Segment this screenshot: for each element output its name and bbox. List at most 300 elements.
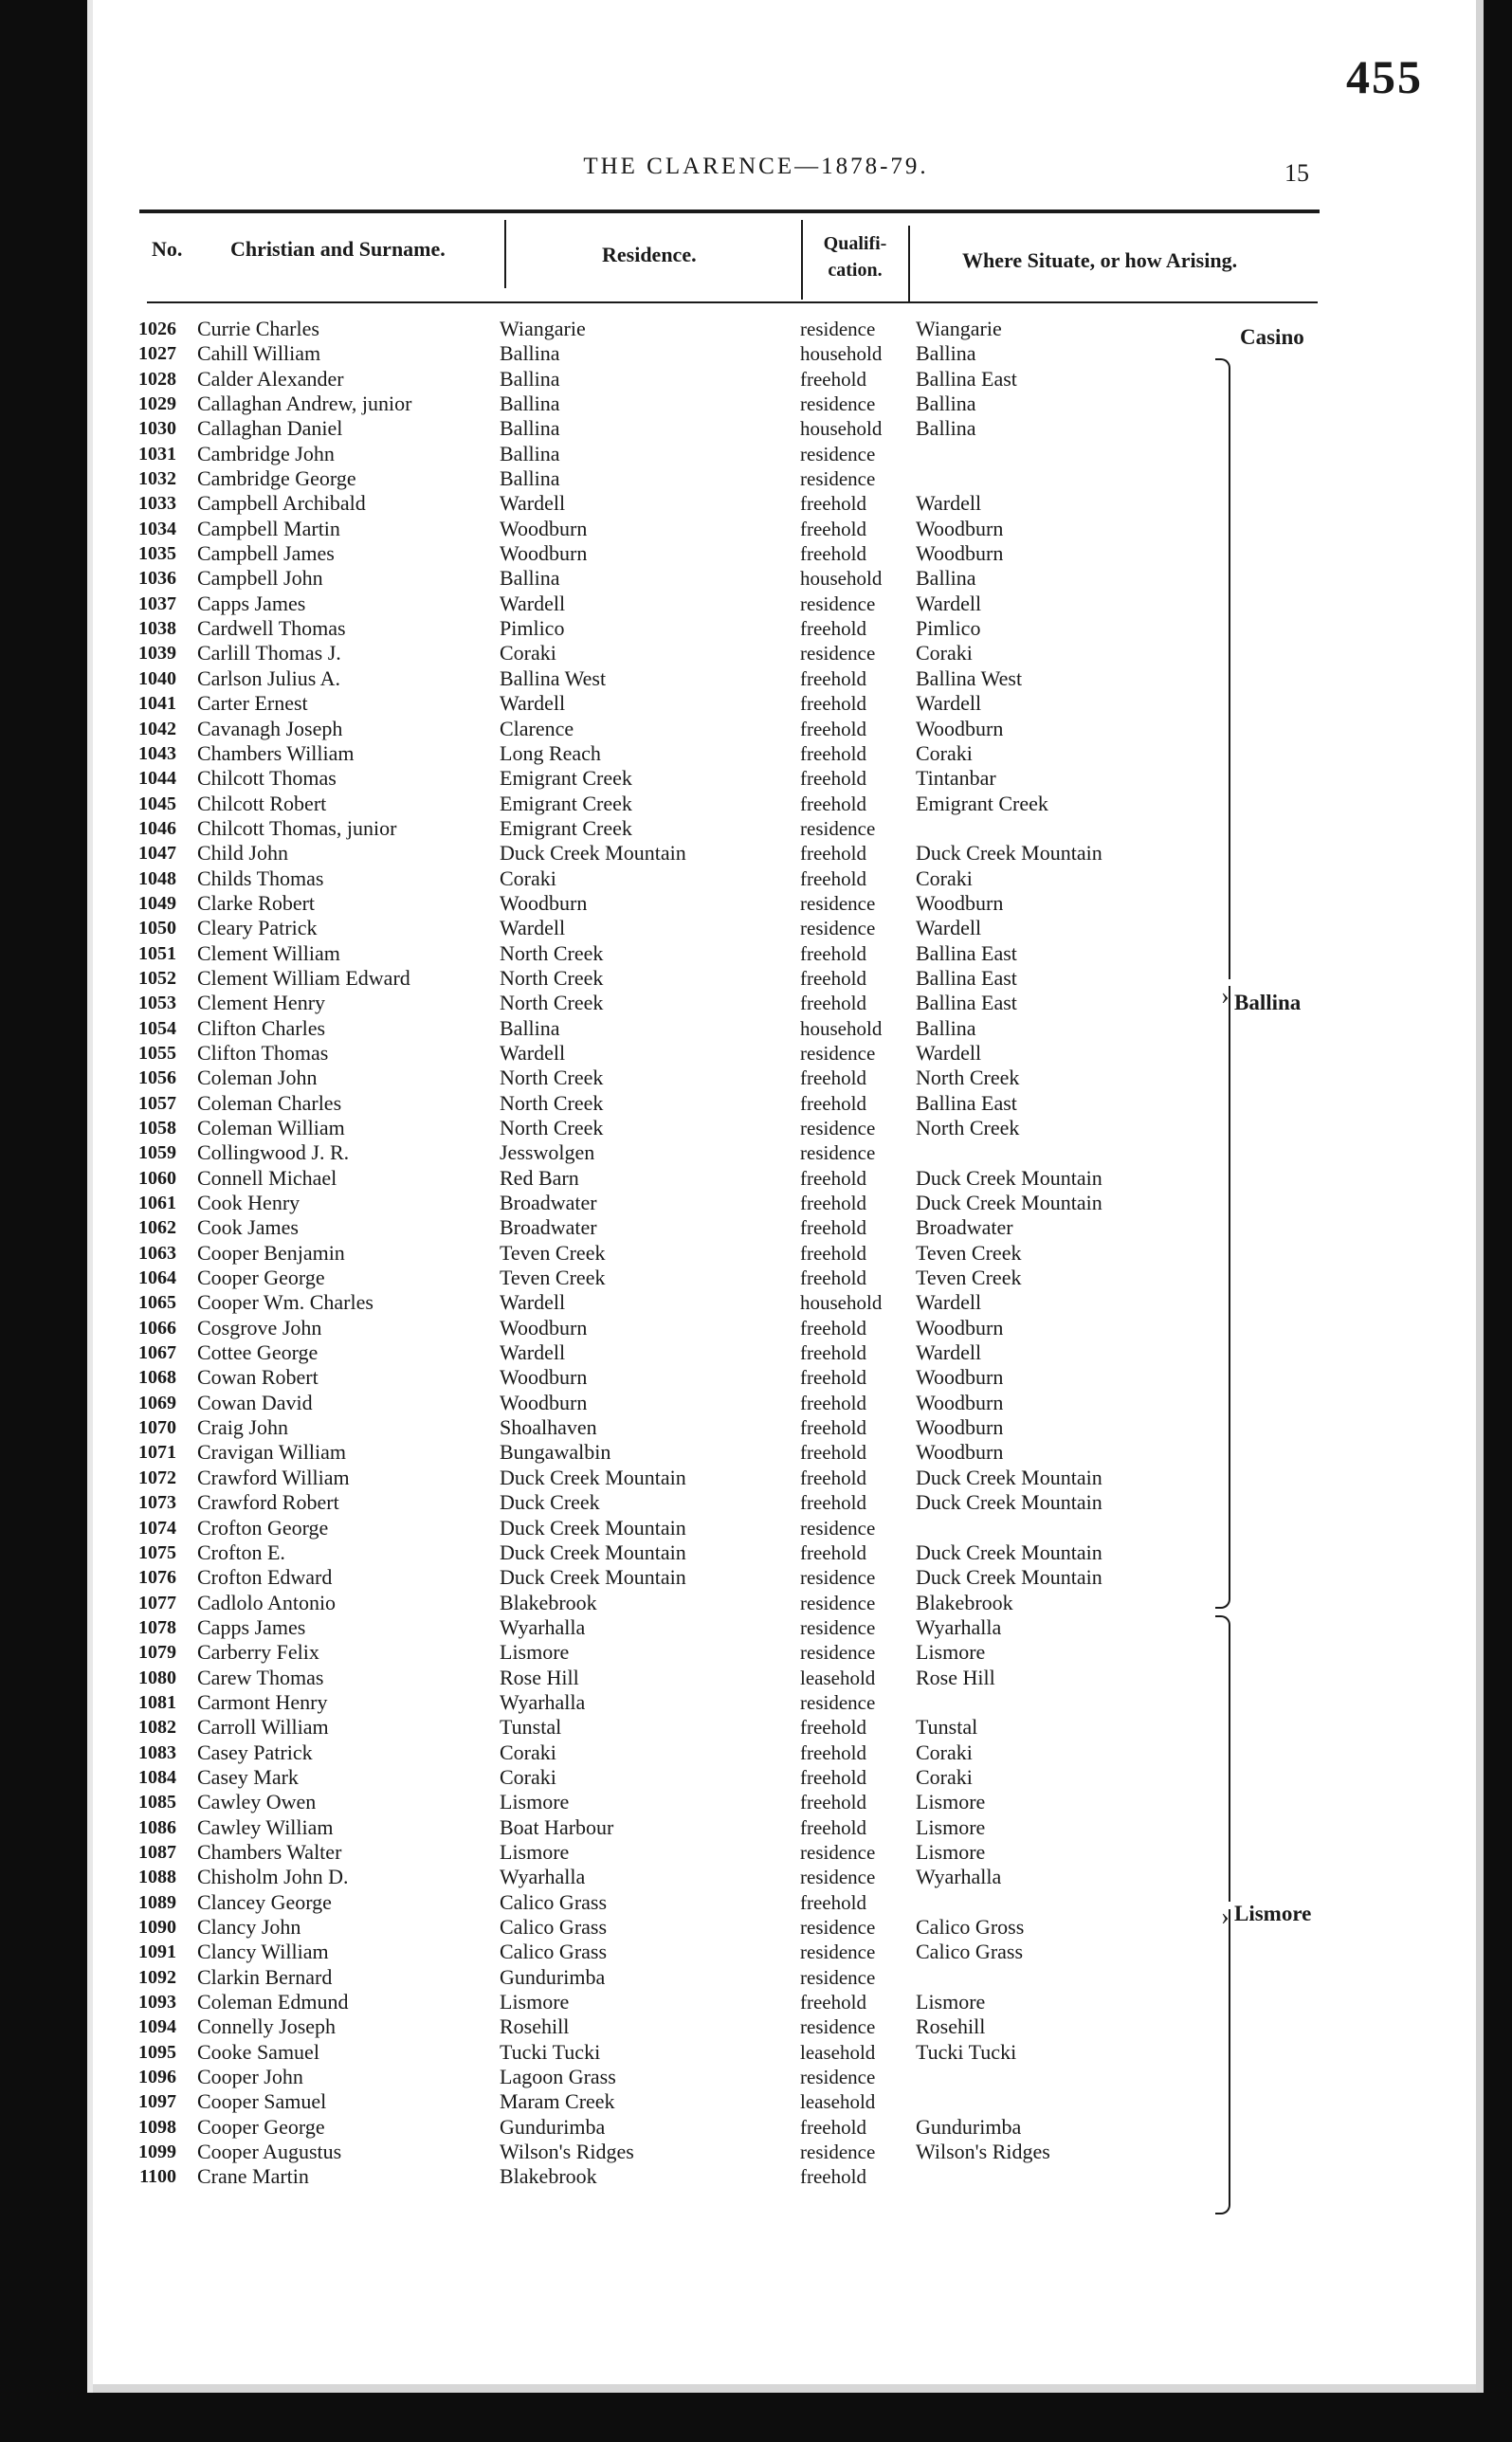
register-row [0, 1940, 1512, 1964]
row-number: 1067 [138, 1342, 176, 1364]
register-row [0, 1415, 1512, 1440]
row-name: Clement Henry [197, 991, 326, 1015]
register-row [0, 1640, 1512, 1665]
row-number: 1064 [138, 1267, 176, 1289]
row-qualification: freehold [800, 666, 866, 690]
register-row [0, 442, 1512, 466]
row-name: Chilcott Thomas [197, 766, 337, 791]
register-row [0, 1865, 1512, 1889]
row-where: Woodburn [916, 890, 1004, 915]
row-qualification: residence [800, 2066, 876, 2089]
row-qualification: freehold [800, 367, 866, 391]
row-residence: Lismore [500, 1790, 570, 1814]
register-row [0, 1715, 1512, 1740]
row-residence: Red Barn [500, 1165, 579, 1190]
row-name: Clement William Edward [197, 965, 410, 990]
row-name: Casey Patrick [197, 1740, 313, 1764]
row-name: Cadlolo Antonio [197, 1590, 337, 1614]
row-qualification: freehold [800, 2115, 866, 2139]
row-number: 1061 [138, 1193, 176, 1214]
brace-lismore-upper [1215, 1615, 1230, 1902]
row-number: 1053 [138, 993, 176, 1014]
row-qualification: residence [800, 318, 876, 340]
row-residence: Wardell [500, 916, 566, 940]
row-qualification: freehold [800, 1241, 866, 1265]
row-where: Broadwater [916, 1215, 1013, 1240]
register-row [0, 1290, 1512, 1315]
row-number: 1045 [138, 793, 176, 814]
register-row [0, 541, 1512, 566]
register-row [0, 1965, 1512, 1990]
register-row [0, 1790, 1512, 1814]
row-number: 1099 [138, 2141, 176, 2163]
row-qualification: residence [800, 2141, 876, 2164]
row-name: Campbell Martin [197, 516, 340, 540]
row-residence: Woodburn [500, 1390, 588, 1414]
row-qualification: residence [800, 392, 876, 416]
row-qualification: freehold [800, 741, 866, 765]
row-residence: Maram Creek [500, 2089, 615, 2114]
row-name: Cahill William [197, 341, 321, 366]
row-qualification: household [800, 417, 883, 441]
row-name: Cawley William [197, 1814, 334, 1839]
register-row [0, 816, 1512, 841]
district-lismore: Lismore [1234, 1902, 1312, 1925]
row-name: Carlson Julius A. [197, 665, 340, 690]
row-qualification: freehold [800, 941, 866, 965]
header-name: Christian and Surname. [230, 237, 446, 261]
register-row [0, 2140, 1512, 2164]
row-number: 1092 [138, 1966, 176, 1988]
row-qualification: residence [800, 1117, 876, 1139]
register-row [0, 1765, 1512, 1790]
row-residence: Duck Creek [500, 1490, 600, 1515]
row-where: North Creek [916, 1066, 1020, 1090]
row-name: Carmont Henry [197, 1689, 328, 1714]
row-qualification: leasehold [800, 2040, 876, 2064]
row-where: Wyarhalla [916, 1614, 1002, 1639]
brace-lismore-tip: › [1221, 1903, 1230, 1930]
row-name: Campbell James [197, 541, 335, 566]
row-qualification: freehold [800, 1991, 866, 2014]
row-qualification: freehold [800, 492, 866, 516]
row-name: Clancy William [197, 1940, 329, 1964]
row-qualification: freehold [800, 1416, 866, 1440]
row-name: Cooper Wm. Charles [197, 1290, 373, 1315]
register-row [0, 1466, 1512, 1490]
row-residence: Emigrant Creek [500, 766, 632, 791]
register-row [0, 1191, 1512, 1215]
row-qualification: freehold [800, 1316, 866, 1339]
row-number: 1091 [138, 1941, 176, 1963]
row-residence: Wardell [500, 1290, 566, 1315]
row-where: Wardell [916, 491, 982, 516]
column-divider-residence-qualification [801, 220, 803, 300]
column-divider-qualification-where [908, 226, 910, 301]
row-where: Duck Creek Mountain [916, 1565, 1102, 1590]
row-where: North Creek [916, 1116, 1020, 1139]
table-top-rule [139, 210, 1320, 213]
row-qualification: residence [800, 891, 876, 915]
row-residence: Coraki [500, 866, 556, 890]
register-row [0, 2065, 1512, 2089]
row-where: Wardell [916, 691, 982, 716]
row-where: Woodburn [916, 541, 1004, 566]
row-residence: North Creek [500, 1116, 604, 1139]
row-where: Duck Creek Mountain [916, 1540, 1102, 1564]
register-row [0, 891, 1512, 916]
row-number: 1087 [138, 1841, 176, 1863]
district-casino: Casino [1240, 325, 1304, 349]
row-where: Ballina West [916, 665, 1023, 690]
row-where: Lismore [916, 1790, 986, 1814]
row-where: Wardell [916, 916, 982, 940]
row-number: 1073 [138, 1492, 176, 1514]
row-name: Capps James [197, 591, 306, 615]
row-number: 1031 [138, 443, 176, 465]
register-row [0, 616, 1512, 641]
row-name: Capps James [197, 1614, 306, 1639]
row-name: Coleman John [197, 1066, 318, 1090]
row-qualification: freehold [800, 1765, 866, 1789]
row-qualification: residence [800, 1641, 876, 1665]
row-name: Cooper Benjamin [197, 1240, 345, 1265]
row-residence: Wardell [500, 1040, 566, 1065]
register-row [0, 566, 1512, 591]
row-qualification: freehold [800, 2165, 866, 2189]
row-residence: Lagoon Grass [500, 2065, 616, 2089]
row-number: 1085 [138, 1792, 176, 1813]
row-residence: Wyarhalla [500, 1614, 586, 1639]
row-qualification: household [800, 1291, 883, 1315]
row-residence: Calico Grass [500, 1915, 608, 1939]
row-number: 1058 [138, 1118, 176, 1139]
row-qualification: freehold [800, 842, 866, 866]
row-number: 1100 [139, 2166, 176, 2188]
row-name: Clarke Robert [197, 890, 316, 915]
row-qualification: residence [800, 1965, 876, 1989]
row-name: Cravigan William [197, 1440, 346, 1465]
row-number: 1065 [138, 1292, 176, 1314]
row-where: Ballina East [916, 940, 1017, 965]
row-qualification: freehold [800, 1166, 866, 1190]
register-row [0, 1365, 1512, 1390]
row-name: Coleman William [197, 1116, 345, 1139]
row-qualification: freehold [800, 1491, 866, 1515]
row-residence: Rose Hill [500, 1665, 579, 1689]
row-number: 1051 [138, 942, 176, 964]
row-where: Ballina East [916, 1090, 1017, 1115]
row-qualification: household [800, 1016, 883, 1040]
row-name: Connelly Joseph [197, 2014, 337, 2039]
row-residence: Jesswolgen [500, 1140, 595, 1165]
row-qualification: freehold [800, 992, 866, 1015]
row-name: Clarkin Bernard [197, 1964, 333, 1989]
row-where: Ballina [916, 416, 976, 441]
row-residence: Wardell [500, 1340, 566, 1365]
row-name: Coleman Edmund [197, 1990, 349, 2014]
register-row [0, 517, 1512, 541]
row-where: Ballina [916, 392, 976, 416]
row-number: 1041 [138, 693, 176, 715]
row-name: Collingwood J. R. [197, 1140, 350, 1165]
row-residence: Rosehill [500, 2014, 570, 2039]
row-qualification: residence [800, 1866, 876, 1889]
row-qualification: freehold [800, 1740, 866, 1764]
row-where: Wilson's Ridges [916, 2140, 1050, 2164]
row-residence: North Creek [500, 991, 604, 1015]
row-number: 1028 [138, 368, 176, 390]
row-name: Chisholm John D. [197, 1865, 349, 1889]
row-number: 1088 [138, 1867, 176, 1888]
row-qualification: residence [800, 816, 876, 840]
row-where: Ballina [916, 1015, 976, 1040]
row-name: Cosgrove John [197, 1315, 322, 1339]
row-qualification: freehold [800, 542, 866, 566]
row-where: Tunstal [916, 1715, 978, 1740]
brace-lismore-lower [1215, 1909, 1230, 2214]
row-number: 1094 [138, 2016, 176, 2038]
register-row [0, 466, 1512, 491]
row-number: 1029 [138, 393, 176, 415]
row-name: Craig John [197, 1415, 288, 1440]
row-where: Duck Creek Mountain [916, 1465, 1102, 1489]
row-name: Calder Alexander [197, 366, 344, 391]
register-row [0, 717, 1512, 741]
district-ballina: Ballina [1234, 991, 1302, 1014]
row-where: Ballina East [916, 366, 1017, 391]
row-number: 1095 [138, 2041, 176, 2063]
row-qualification: freehold [800, 1815, 866, 1839]
row-residence: Ballina [500, 1015, 560, 1040]
row-where: Duck Creek Mountain [916, 1165, 1102, 1190]
register-row [0, 691, 1512, 716]
row-qualification: residence [800, 1041, 876, 1065]
row-name: Campbell Archibald [197, 491, 366, 516]
row-where: Woodburn [916, 1440, 1004, 1465]
row-residence: Wardell [500, 591, 566, 615]
row-qualification: freehold [800, 1091, 866, 1115]
register-row [0, 392, 1512, 416]
row-where: Lismore [916, 1990, 986, 2014]
row-number: 1043 [138, 742, 176, 764]
register-row [0, 1241, 1512, 1266]
row-number: 1089 [138, 1891, 176, 1913]
row-where: Calico Gross [916, 1915, 1025, 1939]
row-number: 1054 [138, 1017, 176, 1039]
register-row [0, 866, 1512, 891]
row-where: Ballina East [916, 991, 1017, 1015]
table-header-rule [147, 301, 1318, 303]
row-name: Cooper George [197, 2114, 325, 2139]
row-number: 1032 [138, 468, 176, 490]
row-number: 1080 [138, 1667, 176, 1688]
row-residence: Lismore [500, 1640, 570, 1665]
row-number: 1027 [138, 343, 176, 365]
row-residence: Ballina [500, 566, 560, 591]
row-number: 1034 [138, 518, 176, 539]
register-row [0, 1740, 1512, 1765]
row-qualification: freehold [800, 1267, 866, 1290]
row-number: 1048 [138, 867, 176, 889]
header-qualification-line2: cation. [828, 260, 883, 281]
register-row [0, 1215, 1512, 1240]
register-row [0, 1066, 1512, 1090]
row-where: Calico Grass [916, 1940, 1024, 1964]
brace-ballina-upper [1215, 358, 1230, 979]
row-qualification: freehold [800, 1216, 866, 1240]
row-residence: Wilson's Ridges [500, 2140, 634, 2164]
row-name: Cooper George [197, 1266, 325, 1290]
register-row [0, 1840, 1512, 1865]
row-where: Wardell [916, 1290, 982, 1315]
row-name: Clancy John [197, 1915, 301, 1939]
row-where: Lismore [916, 1814, 986, 1839]
row-name: Cottee George [197, 1340, 319, 1365]
row-where: Wardell [916, 1340, 982, 1365]
register-row [0, 966, 1512, 991]
row-number: 1093 [138, 1992, 176, 2014]
register-row [0, 1516, 1512, 1540]
register-row [0, 1340, 1512, 1365]
row-name: Carew Thomas [197, 1665, 324, 1689]
row-qualification: residence [800, 1566, 876, 1590]
row-where: Gundurimba [916, 2114, 1022, 2139]
register-row [0, 1266, 1512, 1290]
register-row [0, 416, 1512, 441]
row-residence: Teven Creek [500, 1240, 606, 1265]
row-qualification: freehold [800, 792, 866, 815]
row-number: 1057 [138, 1092, 176, 1114]
row-residence: Broadwater [500, 1215, 597, 1240]
register-row [0, 1316, 1512, 1340]
row-number: 1026 [138, 319, 176, 339]
row-residence: Tucki Tucki [500, 2039, 601, 2064]
row-residence: Duck Creek Mountain [500, 1465, 686, 1489]
row-residence: Woodburn [500, 890, 588, 915]
running-title: THE CLARENCE—1878-79. [583, 154, 929, 179]
row-number: 1090 [138, 1917, 176, 1938]
row-qualification: residence [800, 467, 876, 491]
register-row [0, 2040, 1512, 2065]
row-qualification: leasehold [800, 2090, 876, 2114]
row-where: Duck Creek Mountain [916, 1191, 1102, 1215]
row-qualification: household [800, 567, 883, 591]
row-name: Clement William [197, 940, 340, 965]
row-name: Crofton E. [197, 1540, 285, 1564]
register-row [0, 592, 1512, 616]
row-residence: Blakebrook [500, 1590, 597, 1614]
row-qualification: freehold [800, 1441, 866, 1465]
brace-ballina-tip: › [1221, 982, 1230, 1010]
row-residence: Calico Grass [500, 1889, 608, 1914]
row-residence: Gundurimba [500, 1964, 606, 1989]
row-name: Carlill Thomas J. [197, 641, 341, 665]
row-qualification: residence [800, 642, 876, 665]
row-qualification: leasehold [800, 1666, 876, 1689]
row-residence: Ballina [500, 466, 560, 491]
row-number: 1068 [138, 1367, 176, 1389]
row-where: Woodburn [916, 1315, 1004, 1339]
row-where: Coraki [916, 866, 973, 890]
row-residence: Ballina [500, 392, 560, 416]
row-qualification: residence [800, 1941, 876, 1964]
row-residence: North Creek [500, 940, 604, 965]
row-number: 1096 [138, 2067, 176, 2088]
folio-number: 15 [1284, 159, 1309, 187]
row-where: Woodburn [916, 1415, 1004, 1440]
row-qualification: freehold [800, 866, 866, 890]
row-where: Wardell [916, 591, 982, 615]
brace-ballina-lower [1215, 986, 1230, 1609]
row-number: 1079 [138, 1642, 176, 1664]
row-name: Chilcott Robert [197, 791, 327, 815]
row-number: 1047 [138, 843, 176, 865]
row-number: 1097 [138, 2091, 176, 2113]
row-number: 1056 [138, 1067, 176, 1089]
row-residence: North Creek [500, 965, 604, 990]
row-number: 1033 [138, 493, 176, 515]
row-residence: Tunstal [500, 1715, 562, 1740]
row-name: Campbell John [197, 566, 323, 591]
row-number: 1059 [138, 1142, 176, 1164]
row-qualification: freehold [800, 717, 866, 740]
row-number: 1078 [138, 1616, 176, 1638]
row-number: 1030 [138, 418, 176, 440]
row-qualification: freehold [800, 1716, 866, 1740]
row-where: Woodburn [916, 1390, 1004, 1414]
row-where: Lismore [916, 1640, 986, 1665]
row-name: Cambridge John [197, 441, 335, 465]
register-row [0, 2164, 1512, 2189]
row-name: Cardwell Thomas [197, 616, 346, 641]
row-where: Teven Creek [916, 1266, 1022, 1290]
row-where: Wardell [916, 1040, 982, 1065]
row-residence: Duck Creek Mountain [500, 841, 686, 866]
register-row [0, 1041, 1512, 1066]
row-qualification: freehold [800, 767, 866, 791]
register-row [0, 641, 1512, 665]
row-where: Emigrant Creek [916, 791, 1048, 815]
row-qualification: household [800, 342, 883, 366]
row-where: Duck Creek Mountain [916, 841, 1102, 866]
row-name: Chilcott Thomas, junior [197, 815, 397, 840]
row-number: 1081 [138, 1691, 176, 1713]
row-where: Pimlico [916, 616, 981, 641]
row-qualification: freehold [800, 617, 866, 641]
row-residence: Duck Creek Mountain [500, 1540, 686, 1564]
row-where: Woodburn [916, 1365, 1004, 1390]
row-where: Rose Hill [916, 1665, 995, 1689]
row-name: Carberry Felix [197, 1640, 319, 1665]
row-name: Cooper John [197, 2065, 303, 2089]
row-residence: Blakebrook [500, 2164, 597, 2189]
row-number: 1060 [138, 1167, 176, 1189]
row-name: Clifton Thomas [197, 1040, 329, 1065]
row-residence: Broadwater [500, 1191, 597, 1215]
row-where: Tucki Tucki [916, 2039, 1017, 2064]
row-name: Cook James [197, 1215, 299, 1240]
row-number: 1098 [138, 2116, 176, 2138]
row-number: 1052 [138, 967, 176, 989]
register-row [0, 766, 1512, 791]
header-no: No. [152, 237, 183, 261]
row-name: Cowan Robert [197, 1365, 319, 1390]
row-number: 1076 [138, 1567, 176, 1589]
row-residence: Woodburn [500, 1365, 588, 1390]
row-name: Chambers William [197, 740, 355, 765]
row-number: 1075 [138, 1541, 176, 1563]
